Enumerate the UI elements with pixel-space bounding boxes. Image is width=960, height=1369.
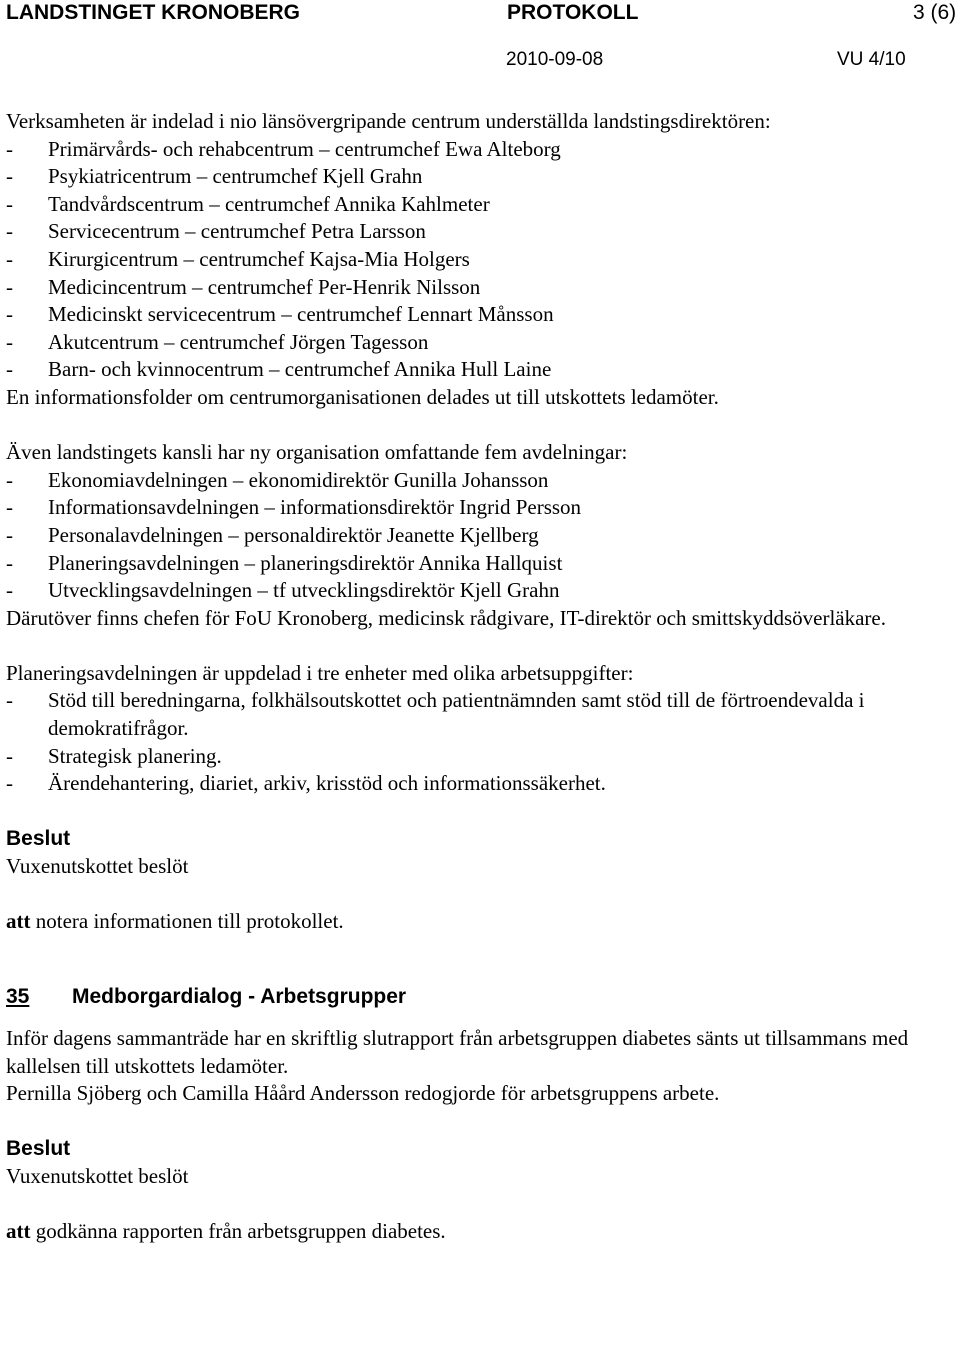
list-item: - Kirurgicentrum – centrumchef Kajsa-Mia Holgers [6,246,946,274]
list-item: - Personalavdelningen – personaldirektör Jeanette Kjellberg [6,522,946,550]
spacer [6,1191,946,1219]
centrum-list [6,136,946,384]
section-heading [6,983,946,1011]
list-marker: - [6,246,13,271]
list-marker: - [6,688,13,713]
decision-text: att godkänna rapporten från arbetsgruppen diabetes. [6,1219,446,1244]
att-keyword: att [6,909,31,934]
att-keyword: att [6,1219,31,1244]
list-marker: - [6,302,13,327]
list-marker: - [6,550,13,575]
spacer [6,798,946,826]
spacer [6,936,946,964]
kansli-list [6,467,946,605]
list-item: - Psykiatricentrum – centrumchef Kjell Grahn [6,163,946,191]
list-item: - Utvecklingsavdelningen – tf utvecklingsdirektör Kjell Grahn [6,577,946,605]
list-item: - Ekonomiavdelningen – ekonomidirektör Gunilla Johansson [6,467,946,495]
list-marker: - [6,743,13,768]
section-number: 35 [6,985,30,1009]
decision-heading: Beslut [6,827,71,851]
kansli-outro: Därutöver finns chefen för FoU Kronoberg, medicinsk rådgivare, IT-direktör och smittskyddsöverläkare. [6,605,887,630]
header-date: 2010-09-08 [506,49,604,70]
centrum-outro: En informationsfolder om centrumorganisationen delades ut till utskottets ledamöter. [6,384,719,409]
list-marker: - [6,467,13,492]
list-marker: - [6,357,13,382]
spacer [6,1108,946,1136]
spacer [6,412,946,440]
section-paragraph: Pernilla Sjöberg och Camilla Håård Andersson redogjorde för arbetsgruppens arbete. [6,1081,720,1106]
list-marker: - [6,191,13,216]
list-item: - Stöd till beredningarna, folkhälsoutskottet och patientnämnden samt stöd till de förtroendevalda i demokratifrågor. [6,687,946,742]
planering-intro: Planeringsavdelningen är uppdelad i tre enheter med olika arbetsuppgifter: [6,660,634,685]
list-marker: - [6,219,13,244]
header-doc-type: PROTOKOLL [507,1,639,24]
list-item: - Primärvårds- och rehabcentrum – centrumchef Ewa Alteborg [6,136,946,164]
list-item: - Tandvårdscentrum – centrumchef Annika Kahlmeter [6,191,946,219]
decision-line: Vuxenutskottet beslöt [6,1163,189,1188]
list-item: - Akutcentrum – centrumchef Jörgen Tagesson [6,329,946,357]
list-item: - Medicinskt servicecentrum – centrumchef Lennart Månsson [6,301,946,329]
section-title: Medborgardialog - Arbetsgrupper [72,985,407,1009]
section-paragraph: Inför dagens sammanträde har en skriftlig slutrapport från arbetsgruppen diabetes sänts ut tillsammans med kallelsen till utskottets ledamöter. [6,1026,909,1078]
list-marker: - [6,164,13,189]
decision-heading: Beslut [6,1137,71,1161]
list-marker: - [6,136,13,161]
list-marker: - [6,522,13,547]
header-page-number: 3 (6) [913,1,957,24]
list-marker: - [6,771,13,796]
list-marker: - [6,329,13,354]
list-marker: - [6,495,13,520]
centrum-intro: Verksamheten är indelad i nio länsövergripande centrum underställda landstingsdirektören: [6,109,771,133]
kansli-intro: Även landstingets kansli har ny organisation omfattande fem avdelningar: [6,440,628,465]
list-item: - Ärendehantering, diariet, arkiv, krisstöd och informationssäkerhet. [6,770,946,798]
header-organization: LANDSTINGET KRONOBERG [6,1,300,24]
list-marker: - [6,274,13,299]
decision-text: att notera informationen till protokollet. [6,909,344,934]
list-item: - Strategisk planering. [6,743,946,771]
header-reference: VU 4/10 [837,49,906,70]
spacer [6,632,946,660]
list-item: - Servicecentrum – centrumchef Petra Larsson [6,218,946,246]
list-marker: - [6,578,13,603]
list-item: - Planeringsavdelningen – planeringsdirektör Annika Hallquist [6,550,946,578]
list-item: - Barn- och kvinnocentrum – centrumchef Annika Hull Laine [6,356,946,384]
planering-list [6,687,946,797]
list-item: - Medicincentrum – centrumchef Per-Henrik Nilsson [6,274,946,302]
document-body [6,108,946,1246]
spacer [6,881,946,909]
decision-line: Vuxenutskottet beslöt [6,854,189,879]
list-item: - Informationsavdelningen – informationsdirektör Ingrid Persson [6,494,946,522]
